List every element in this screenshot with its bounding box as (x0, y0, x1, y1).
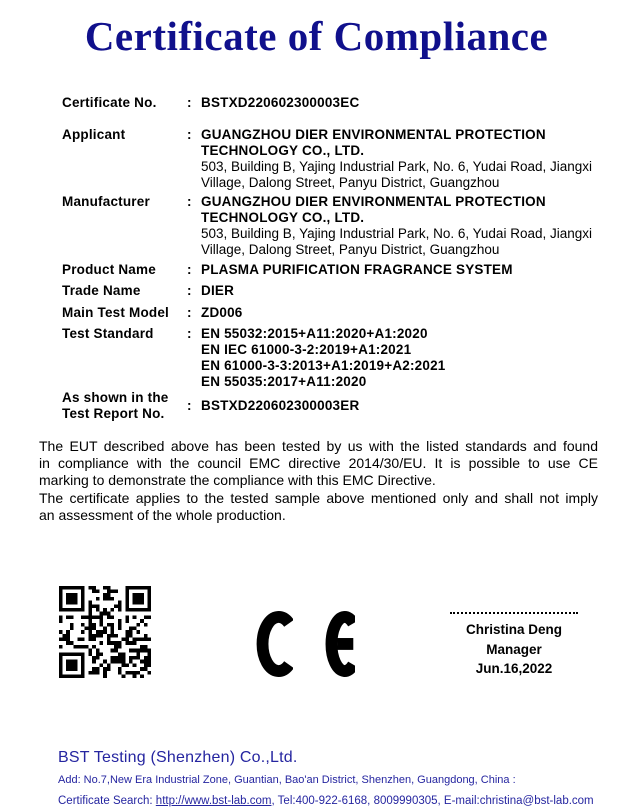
field-row (62, 305, 597, 321)
lab-address: Add: No.7,New Era Industrial Zone, Guantian, Bao'an District, Shenzhen, Guangdong, China : (58, 774, 516, 786)
field-value: EN 55032:2015+A11:2020+A1:2020 EN IEC 61000-3-2:2019+A1:2021 EN 61000-3-3:2013+A1:2019+A2:2021 EN 55035:2017+A11:2020 (201, 326, 446, 389)
statement-line: in compliance with the council EMC directive 2014/30/EU. It is possible to use CE (39, 455, 598, 472)
qr-code-icon (57, 584, 153, 680)
compliance-statement (39, 438, 598, 524)
lab-name: BST Testing (Shenzhen) Co.,Ltd. (58, 749, 298, 766)
footer (58, 748, 603, 808)
ce-letter-e (322, 609, 355, 679)
ce-letter-c (253, 609, 293, 679)
field-colon: : (187, 283, 192, 298)
field-label: As shown in the Test Report No. (62, 390, 169, 421)
field-colon: : (187, 305, 192, 320)
statement-line: The certificate applies to the tested sample above mentioned only and shall not imply (39, 489, 598, 506)
field-row (62, 127, 597, 191)
certificate-fields (62, 95, 597, 422)
field-label: Product Name (62, 262, 156, 277)
statement-line: marking to demonstrate the compliance with this EMC Directive. (39, 472, 436, 489)
field-colon: : (187, 262, 192, 277)
field-label: Certificate No. (62, 95, 157, 110)
certificate-search-label: Certificate Search: (58, 795, 156, 807)
field-colon: : (187, 194, 192, 209)
signature-block (428, 600, 600, 679)
field-label: Manufacturer (62, 194, 150, 209)
field-row (62, 390, 597, 422)
field-value: DIER (201, 283, 235, 298)
field-value: BSTXD220602300003EC (201, 95, 360, 110)
signature-date: Jun.16,2022 (475, 661, 553, 676)
field-label: Applicant (62, 127, 126, 142)
field-row (62, 262, 597, 278)
certificate-title: Certificate of Compliance (84, 13, 549, 59)
lab-contact: , Tel:400-922-6168, 8009990305, E-mail:christina@bst-lab.com (271, 795, 594, 807)
signature-dotted-line (450, 612, 578, 614)
field-colon: : (187, 326, 192, 341)
field-value: ZD006 (201, 305, 243, 320)
statement-line: an assessment of the whole production. (39, 506, 286, 523)
field-value: PLASMA PURIFICATION FRAGRANCE SYSTEM (201, 262, 513, 277)
field-value: BSTXD220602300003ER (201, 398, 360, 413)
field-row (62, 283, 597, 299)
certificate-search-line (58, 794, 603, 808)
field-colon: : (187, 127, 192, 142)
field-row (62, 95, 597, 111)
ce-mark-icon (253, 609, 355, 679)
field-label: Trade Name (62, 283, 141, 298)
field-value: GUANGZHOU DIER ENVIRONMENTAL PROTECTION TECHNOLOGY CO., LTD. 503, Building B, Yajing Industrial Park, No. 6, Yudai Road, Jiangxi Village, Dalong Street, Panyu District, Guangzhou (201, 194, 592, 257)
field-label: Main Test Model (62, 305, 170, 320)
signatory-name: Christina Deng (465, 622, 562, 637)
statement-line: The EUT described above has been tested by us with the listed standards and found (39, 438, 598, 454)
field-colon: : (187, 398, 192, 413)
field-row (62, 326, 597, 390)
signatory-role: Manager (486, 641, 542, 657)
field-value: GUANGZHOU DIER ENVIRONMENTAL PROTECTION TECHNOLOGY CO., LTD. 503, Building B, Yajing Industrial Park, No. 6, Yudai Road, Jiangxi Village, Dalong Street, Panyu District, Guangzhou (201, 127, 592, 190)
field-label: Test Standard (62, 326, 154, 341)
certificate-search-link[interactable]: http://www.bst-lab.com (155, 795, 272, 807)
field-row (62, 194, 597, 258)
field-colon: : (187, 95, 192, 110)
